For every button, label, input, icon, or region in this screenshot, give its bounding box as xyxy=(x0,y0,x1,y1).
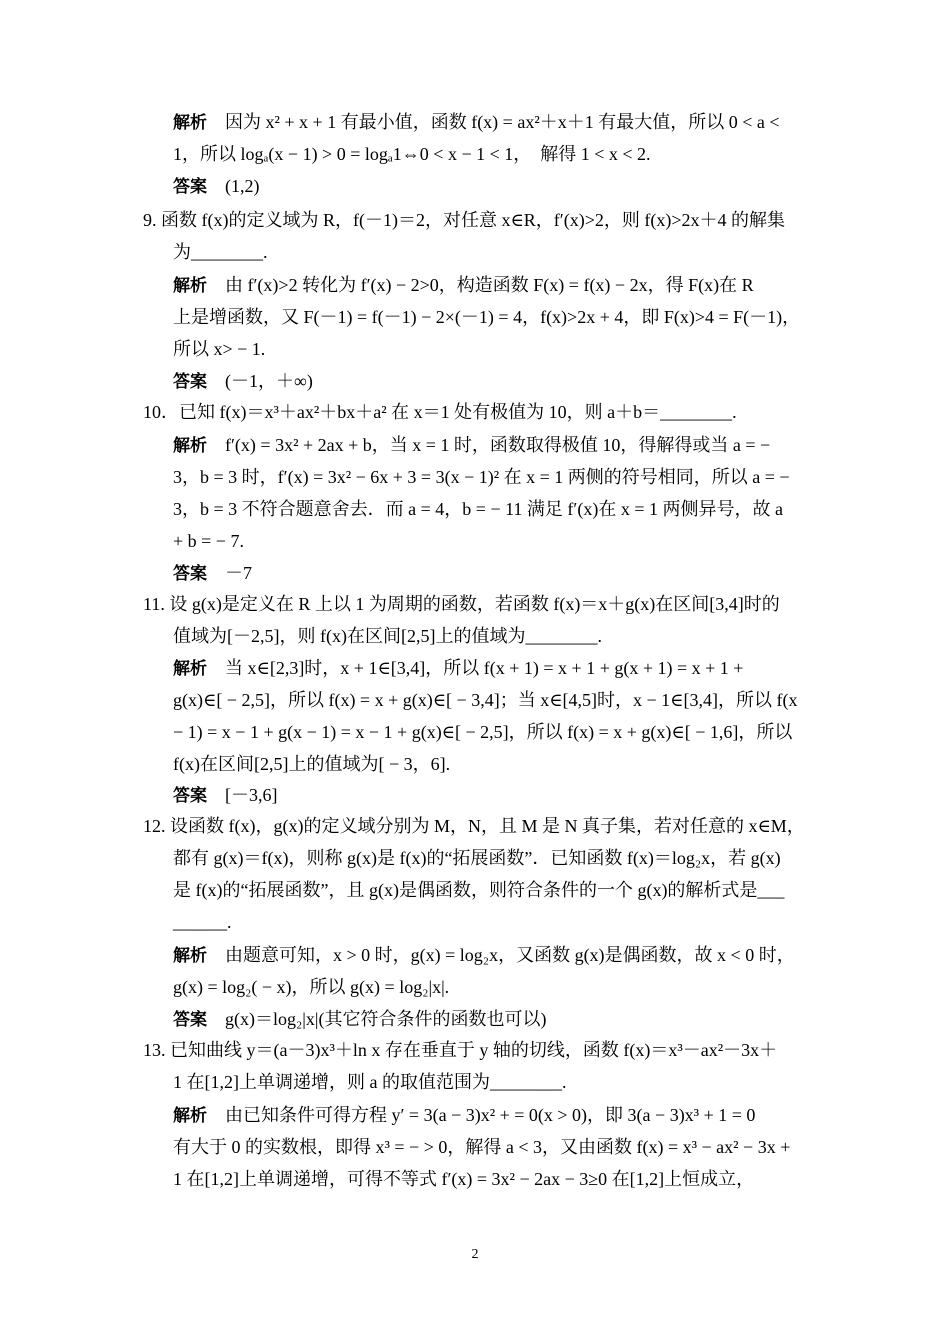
text-line xyxy=(173,1135,790,1159)
answer-label: 答案 xyxy=(173,1010,207,1030)
text-line xyxy=(173,878,784,902)
text-line xyxy=(173,1167,754,1191)
line-text: 13. 已知曲线 y＝(a－3)x³＋ln x 存在垂直于 y 轴的切线，函数 f(x)＝x³－ax²－3x＋ xyxy=(143,1040,778,1060)
text-line xyxy=(173,656,743,681)
line-text: f(x)在区间[2,5]上的值域为[ − 3，6]. xyxy=(173,754,451,774)
text-line xyxy=(173,720,792,744)
line-text: 当 x∈[2,3]时，x + 1∈[3,4]，所以 f(x + 1) = x + 1 + g(x + 1) = x + 1 + xyxy=(225,658,744,678)
line-text: 是 f(x)的“拓展函数”，且 g(x)是偶函数，则符合条件的一个 g(x)的解析式是___ xyxy=(173,880,785,900)
text-line xyxy=(143,592,780,616)
text-line xyxy=(173,369,313,394)
line-text: 9. 函数 f(x)的定义域为 R，f(－1)＝2，对任意 x∈R，f′(x)>2，则 f(x)>2x＋4 的解集 xyxy=(143,210,786,230)
line-text: 上是增函数，又 F(－1) = f(－1) − 2×(－1) = 4，f(x)>2x + 4，即 F(x)>4 = F(－1)， xyxy=(173,307,801,327)
line-text: (1,2) xyxy=(225,176,260,196)
line-text: g(x) = log₂( − x)，所以 g(x) = log₂|x|. xyxy=(173,977,450,997)
answer-label: 答案 xyxy=(173,564,207,584)
line-text: 由题意可知，x > 0 时，g(x) = log₂x，又函数 g(x)是偶函数，故 x < 0 时， xyxy=(225,945,795,965)
line-text: 1，所以 logₐ(x − 1) > 0 = logₐ1⇔0 < x − 1 < 1， 解得 1 < x < 2. xyxy=(173,144,651,164)
text-line xyxy=(173,174,260,199)
line-text: 1 在[1,2]上单调递增，则 a 的取值范围为________. xyxy=(173,1072,567,1092)
line-text: 为________. xyxy=(173,242,268,262)
page-number: 2 xyxy=(471,1247,479,1262)
line-text: − 1) = x − 1 + g(x − 1) = x − 1 + g(x)∈[ − 2,5]，所以 f(x) = x + g(x)∈[ − 1,6]，所以 xyxy=(173,722,793,742)
text-line xyxy=(173,846,781,870)
text-line xyxy=(173,783,278,808)
analysis-label: 解析 xyxy=(173,946,207,966)
text-line xyxy=(143,814,805,838)
line-text: g(x)∈[ − 2,5]，所以 f(x) = x + g(x)∈[ − 3,4]；当 x∈[4,5]时，x − 1∈[3,4]，所以 f(x xyxy=(173,690,798,710)
line-text: [－3,6] xyxy=(225,785,278,805)
text-line xyxy=(143,208,785,232)
line-text: 所以 x> − 1. xyxy=(173,339,266,359)
text-line xyxy=(173,497,783,521)
analysis-label: 解析 xyxy=(173,659,207,679)
line-text: 11. 设 g(x)是定义在 R 上以 1 为周期的函数，若函数 f(x)＝x＋g(x)在区间[3,4]时的 xyxy=(143,594,780,614)
text-line xyxy=(173,337,265,361)
answer-label: 答案 xyxy=(173,372,207,392)
text-line xyxy=(173,142,651,166)
line-text: 因为 x² + x + 1 有最小值，函数 f(x) = ax²＋x＋1 有最大值，所以 0 < a < xyxy=(225,112,780,132)
line-text: f′(x) = 3x² + 2ax + b，当 x = 1 时，函数取得极值 10，得解得或当 a = − xyxy=(225,435,771,455)
line-text: + b = − 7. xyxy=(173,531,244,551)
text-line xyxy=(173,240,268,264)
text-line xyxy=(173,910,232,934)
line-text: 都有 g(x)＝f(x)，则称 g(x)是 f(x)的“拓展函数”．已知函数 f(x)＝log₂x，若 g(x) xyxy=(173,848,781,868)
text-line xyxy=(173,273,754,298)
text-line xyxy=(173,305,800,329)
line-text: 由已知条件可得方程 y′ = 3(a − 3)x² + = 0(x > 0)，即 3(a − 3)x³ + 1 = 0 xyxy=(225,1105,756,1125)
text-line xyxy=(173,1103,755,1128)
text-line xyxy=(143,1038,777,1062)
analysis-label: 解析 xyxy=(173,1106,207,1126)
text-line xyxy=(173,465,790,489)
answer-label: 答案 xyxy=(173,177,207,197)
answer-label: 答案 xyxy=(173,786,207,806)
text-line xyxy=(173,1007,546,1032)
line-text: (－1，＋∞) xyxy=(225,371,313,391)
text-line xyxy=(173,561,252,586)
analysis-label: 解析 xyxy=(173,436,207,456)
line-text: 10．已知 f(x)＝x³＋ax²＋bx＋a² 在 x＝1 处有极值为 10，则 a＋b＝________. xyxy=(143,402,737,422)
line-text: 3，b = 3 时，f′(x) = 3x² − 6x + 3 = 3(x − 1)² 在 x = 1 两侧的符号相同，所以 a = − xyxy=(173,467,790,487)
text-line xyxy=(173,975,449,999)
line-text: 值域为[－2,5]，则 f(x)在区间[2,5]上的值域为________. xyxy=(173,626,602,646)
line-text: 3，b = 3 不符合题意舍去．而 a = 4，b = − 11 满足 f′(x)在 x = 1 两侧异号，故 a xyxy=(173,499,783,519)
line-text: 由 f′(x)>2 转化为 f′(x) − 2>0，构造函数 F(x) = f(x) − 2x，得 F(x)在 R xyxy=(225,275,754,295)
line-text: 12. 设函数 f(x)，g(x)的定义域分别为 M，N，且 M 是 N 真子集，若对任意的 x∈M， xyxy=(143,816,805,836)
text-line xyxy=(173,1070,566,1094)
text-line xyxy=(173,433,770,458)
text-line xyxy=(143,400,737,424)
text-line xyxy=(173,624,602,648)
text-line xyxy=(173,529,244,553)
line-text: g(x)＝log₂|x|(其它符合条件的函数也可以) xyxy=(225,1009,547,1029)
text-line xyxy=(173,688,797,712)
line-text: 1 在[1,2]上单调递增，可得不等式 f′(x) = 3x² − 2ax − 3≥0 在[1,2]上恒成立， xyxy=(173,1169,755,1189)
line-text: 有大于 0 的实数根，即得 x³ = − > 0，解得 a < 3，又由函数 f(x) = x³ − ax² − 3x + xyxy=(173,1137,791,1157)
text-line xyxy=(173,752,450,776)
line-text: ______. xyxy=(173,912,232,932)
text-line xyxy=(173,110,780,135)
line-text: －7 xyxy=(225,563,252,583)
analysis-label: 解析 xyxy=(173,276,207,296)
analysis-label: 解析 xyxy=(173,113,207,133)
text-line xyxy=(173,943,795,968)
